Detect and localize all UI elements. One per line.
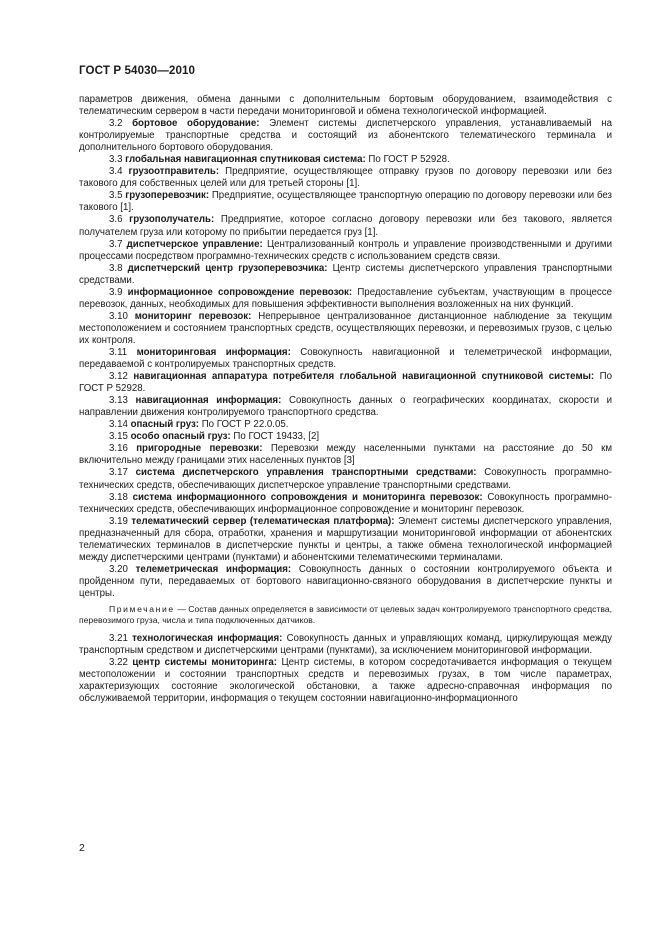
definition-term: пригородные перевозки: (136, 443, 263, 455)
note-paragraph (79, 604, 612, 627)
definition-term: навигационная аппаратура потребителя глобальной навигационной спутниковой системы: (133, 371, 595, 383)
definition-number: 3.3 (109, 154, 123, 166)
definition-item (79, 395, 612, 419)
definition-item (79, 467, 612, 491)
definition-term: технологическая информация: (132, 632, 283, 644)
intro-paragraph: параметров движения, обмена данными с дополнительным бортовым оборудованием, взаимодействия с телематическим сервером в части передачи мониторинговой и обмена технологической информацией. (79, 94, 612, 118)
definition-number: 3.8 (109, 262, 123, 274)
definition-term: грузоперевозчик: (125, 190, 210, 202)
definition-text: Предоставление субъектам, участвующим в процессе перевозок, данных, необходимых для повышения эффективности выполнения возложенных на них функций. (79, 286, 612, 310)
definition-text: По ГОСТ 19433, [2] (233, 431, 320, 443)
definition-term: система информационного сопровождения и мониторинга перевозок: (132, 491, 483, 503)
definition-term: телеметрическая информация: (135, 563, 292, 575)
definition-number: 3.21 (109, 632, 128, 644)
document-header: ГОСТ Р 54030—2010 (79, 64, 196, 77)
definition-item (79, 419, 612, 431)
definition-term: глобальная навигационная спутниковая система: (125, 154, 366, 166)
definition-term: система диспетчерского управления транспортными средствами: (135, 467, 477, 479)
definition-item (79, 492, 612, 516)
definition-term: грузополучатель: (129, 214, 215, 226)
definition-term: телематический сервер (телематическая платформа): (131, 515, 395, 527)
definition-text: По ГОСТ Р 52928. (368, 154, 450, 166)
definition-number: 3.2 (109, 118, 123, 130)
definition-item (79, 371, 612, 395)
definition-number: 3.20 (109, 563, 128, 575)
definition-text: Предприятие, которое согласно договору перевозки или без такового, является получателем груза или которому по прибытии передается груз [1]. (79, 214, 612, 238)
definition-number: 3.22 (109, 656, 128, 668)
definition-item (79, 214, 612, 238)
definition-item (79, 564, 612, 600)
definition-number: 3.18 (109, 491, 128, 503)
definition-term: информационное сопровождение перевозок: (127, 286, 353, 298)
definition-item (79, 443, 612, 467)
definition-term: особо опасный груз: (130, 431, 231, 443)
definition-item (79, 516, 612, 564)
definition-text: Совокупность данных о состоянии контролируемого объекта и пройденном пути, передаваемых от бортового навигационно-связного оборудования в диспетчерские пункты и центры. (79, 563, 612, 599)
definition-number: 3.19 (109, 515, 128, 527)
definition-term: мониторинговая информация: (136, 346, 291, 358)
definition-number: 3.15 (109, 431, 128, 443)
definition-text: По ГОСТ Р 52928. (79, 371, 612, 395)
definition-term: опасный груз: (130, 419, 200, 431)
definition-term: бортовое оборудование: (132, 118, 260, 130)
definition-item (79, 166, 612, 190)
definition-text: Совокупность программно-технических средств, обеспечивающих диспетчерское управление транспортными средствами. (79, 467, 612, 491)
definition-item (79, 239, 612, 263)
definition-text: Централизованный контроль и управление производственными и другими процессами посредством программно-технических средств с использованием средств связи. (79, 238, 612, 262)
definition-text: Центр системы диспетчерского управления транспортными средствами. (79, 262, 612, 286)
definition-number: 3.7 (109, 238, 123, 250)
definition-item (79, 347, 612, 371)
definition-text: Совокупность данных и управляющих команд, циркулирующая между транспортным средством и диспетчерскими центрами (пунктами), за исключением мониторинговой информации. (79, 632, 612, 656)
definition-text: Элемент системы диспетчерского управления, предназначенный для сбора, отработки, хранения и маршрутизации мониторинговой информации от абонентских телематических терминалов в диспетчерские пункты и центры, а также обмена технологической информацией между диспетчерскими центрами (пунктами) и абонентскими телематическими терминалами. (79, 515, 612, 563)
definition-term: центр системы мониторинга: (132, 656, 278, 668)
definition-item (79, 311, 612, 347)
definition-text: Непрерывное централизованное дистанционное наблюдение за текущим местоположением и состоянием транспортных средств, осуществляющих перевозки, и перевозимых грузов, с целью их контроля. (79, 310, 612, 346)
definition-item (79, 657, 612, 705)
definition-number: 3.10 (109, 310, 128, 322)
definition-item (79, 263, 612, 287)
definition-text: По ГОСТ Р 22.0.05. (201, 419, 289, 431)
definition-text: Перевозки между населенными пунктами на расстояние до 50 км включительно между границами этих населенных пунктов [3] (79, 443, 612, 467)
definition-number: 3.4 (109, 166, 123, 178)
definition-term: диспетчерское управление: (126, 238, 263, 250)
definition-number: 3.6 (109, 214, 123, 226)
definition-number: 3.14 (109, 419, 128, 431)
definition-term: навигационная информация: (135, 395, 282, 407)
definitions-list-2 (79, 633, 612, 705)
document-body (79, 94, 612, 705)
definition-text: Совокупность данных о географических координатах, скорости и направлении движения контролируемого транспортного средства. (79, 395, 613, 419)
definition-item (79, 633, 612, 657)
definition-item (79, 118, 612, 154)
definition-term: диспетчерский центр грузоперевозчика: (127, 262, 328, 274)
definition-text: Элемент системы диспетчерского управления, устанавливаемый на контролируемые транспортные средства и состоящий из абонентского телематического терминала и дополнительного бортового оборудования. (79, 118, 612, 154)
note-label: Примечание (109, 603, 175, 614)
definition-item (79, 431, 612, 443)
definition-number: 3.5 (109, 190, 123, 202)
definition-number: 3.12 (109, 371, 128, 383)
note-text: — Состав данных определяется в зависимости от целевых задач контролируемого транспортного средства, перевозимого груза, числа и типа подключенных датчиков. (79, 603, 613, 626)
definition-text: Предприятие, осуществляющее транспортную операцию по договору перевозки или без такового [1]. (79, 190, 612, 214)
definition-text: Предприятие, осуществляющее отправку грузов по договору перевозки или без такового для собственных целей или для третьей стороны [1]. (79, 166, 613, 190)
definition-item (79, 287, 612, 311)
definition-text: Совокупность навигационной и телеметрической информации, передаваемой с контролируемых транспортных средств. (79, 346, 612, 371)
definition-number: 3.9 (109, 286, 123, 298)
definitions-list-1 (79, 118, 612, 600)
page-number: 2 (79, 842, 85, 854)
definition-term: мониторинг перевозок: (134, 310, 252, 322)
definition-number: 3.13 (109, 395, 128, 407)
definition-text: Центр системы, в котором сосредотачивается информация о текущем местоположении и состоянии транспортных средств и перевозимых грузах, в том числе параметрах, характеризующих состояние экологической обстановки, а также адресно-справочная информация по обслуживаемой территории, информация о текущем состоянии навигационно-информационного (79, 656, 612, 704)
definition-number: 3.17 (109, 467, 128, 479)
definition-item (79, 154, 612, 166)
definition-number: 3.16 (109, 443, 128, 455)
definition-number: 3.11 (109, 346, 128, 358)
definition-term: грузоотправитель: (128, 166, 220, 178)
definition-item (79, 190, 612, 214)
definition-text: Совокупность программно-технических средств, обеспечивающих информационное сопровождение и мониторинг перевозок. (79, 491, 612, 515)
